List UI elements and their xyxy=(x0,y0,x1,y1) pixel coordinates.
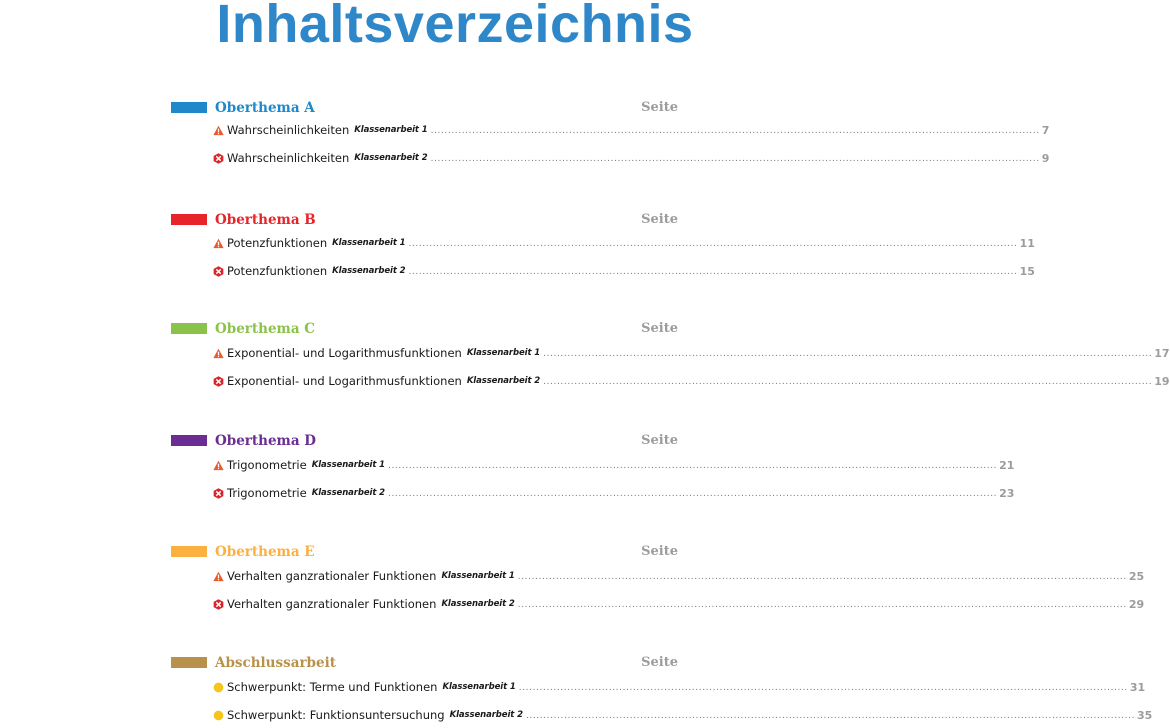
section-title: Oberthema D xyxy=(215,433,316,449)
page-number: 7 xyxy=(1041,123,1050,137)
section-color-bar xyxy=(171,657,207,668)
page-number: 17 xyxy=(1154,346,1170,360)
page-number: 23 xyxy=(999,486,1015,500)
red-shield-icon xyxy=(213,599,224,610)
seite-label: Seite xyxy=(641,544,678,559)
entry-title: Trigonometrie xyxy=(227,458,307,472)
klassenarbeit-label: Klassenarbeit 2 xyxy=(449,710,523,720)
entry-title: Potenzfunktionen xyxy=(227,264,328,278)
page-number: 19 xyxy=(1154,374,1170,388)
dot-leader: ................................................................................................................................................................................ xyxy=(517,600,1127,610)
warning-triangle-icon xyxy=(213,125,224,136)
entry-title: Trigonometrie xyxy=(227,486,307,500)
klassenarbeit-label: Klassenarbeit 2 xyxy=(311,488,386,498)
red-shield-icon xyxy=(213,488,224,499)
section-abschlussarbeit xyxy=(171,653,1153,722)
page-number: 21 xyxy=(999,458,1015,472)
warning-triangle-icon xyxy=(213,348,224,359)
toc-entry[interactable] xyxy=(213,596,1145,612)
section-color-bar xyxy=(171,214,207,225)
warning-triangle-icon xyxy=(213,460,224,471)
toc-entry[interactable] xyxy=(213,485,1015,501)
seite-label: Seite xyxy=(641,212,678,227)
toc-entry[interactable] xyxy=(213,263,1035,279)
red-shield-icon xyxy=(213,153,224,164)
page-number: 11 xyxy=(1019,236,1035,250)
toc-entry[interactable] xyxy=(213,122,1050,138)
entry-title: Verhalten ganzrationaler Funktionen xyxy=(227,569,437,583)
klassenarbeit-label: Klassenarbeit 1 xyxy=(354,125,428,135)
klassenarbeit-label: Klassenarbeit 2 xyxy=(441,599,515,609)
section-color-bar xyxy=(171,102,207,113)
page-number: 35 xyxy=(1137,708,1153,722)
toc-entry[interactable] xyxy=(213,679,1146,695)
klassenarbeit-label: Klassenarbeit 1 xyxy=(332,238,406,248)
klassenarbeit-label: Klassenarbeit 2 xyxy=(466,376,541,386)
page-title: Inhaltsverzeichnis xyxy=(216,0,694,54)
section-oberthema-c xyxy=(171,319,1170,388)
section-oberthema-a xyxy=(171,98,1050,165)
warning-triangle-icon xyxy=(213,571,224,582)
page-number: 31 xyxy=(1129,680,1146,694)
dot-leader: ................................................................................................................................................................................ xyxy=(388,489,998,499)
yellow-dot-icon xyxy=(213,710,224,721)
entry-title: Schwerpunkt: Terme und Funktionen xyxy=(227,680,438,694)
toc-entry[interactable] xyxy=(213,457,1015,473)
section-title: Abschlussarbeit xyxy=(215,655,336,671)
klassenarbeit-label: Klassenarbeit 2 xyxy=(332,266,406,276)
page-number: 25 xyxy=(1128,569,1145,583)
dot-leader: ................................................................................................................................................................................ xyxy=(525,711,1136,721)
dot-leader: ................................................................................................................................................................................ xyxy=(517,572,1127,582)
entry-title: Exponential- und Logarithmusfunktionen xyxy=(227,374,462,388)
section-title: Oberthema A xyxy=(215,100,315,116)
toc-entry[interactable] xyxy=(213,707,1153,723)
toc-entry[interactable] xyxy=(213,235,1035,251)
dot-leader: ................................................................................................................................................................................ xyxy=(408,239,1018,249)
page-number: 9 xyxy=(1041,151,1050,165)
section-color-bar xyxy=(171,435,207,446)
toc-entry[interactable] xyxy=(213,150,1050,166)
dot-leader: ................................................................................................................................................................................ xyxy=(430,126,1040,136)
dot-leader: ................................................................................................................................................................................ xyxy=(518,683,1128,693)
entry-title: Exponential- und Logarithmusfunktionen xyxy=(227,346,462,360)
entry-title: Verhalten ganzrationaler Funktionen xyxy=(227,597,437,611)
dot-leader: ................................................................................................................................................................................ xyxy=(430,154,1040,164)
page-number: 15 xyxy=(1019,264,1035,278)
section-color-bar xyxy=(171,323,207,334)
klassenarbeit-label: Klassenarbeit 1 xyxy=(442,682,516,692)
section-title: Oberthema E xyxy=(215,544,315,560)
entry-title: Wahrscheinlichkeiten xyxy=(227,151,350,165)
entry-title: Schwerpunkt: Funktionsuntersuchung xyxy=(227,708,445,722)
entry-title: Wahrscheinlichkeiten xyxy=(227,123,350,137)
seite-label: Seite xyxy=(641,321,678,336)
klassenarbeit-label: Klassenarbeit 1 xyxy=(466,348,541,358)
toc-entry[interactable] xyxy=(213,373,1170,389)
yellow-dot-icon xyxy=(213,682,224,693)
klassenarbeit-label: Klassenarbeit 1 xyxy=(311,460,386,470)
dot-leader: ................................................................................................................................................................................ xyxy=(388,461,998,471)
entry-title: Potenzfunktionen xyxy=(227,236,328,250)
section-oberthema-e xyxy=(171,542,1145,611)
section-title: Oberthema C xyxy=(215,321,316,337)
dot-leader: ................................................................................................................................................................................ xyxy=(543,377,1153,387)
toc-entry[interactable] xyxy=(213,568,1145,584)
klassenarbeit-label: Klassenarbeit 1 xyxy=(441,571,515,581)
seite-label: Seite xyxy=(641,100,678,115)
section-oberthema-d xyxy=(171,431,1015,500)
red-shield-icon xyxy=(213,376,224,387)
toc-entry[interactable] xyxy=(213,345,1170,361)
red-shield-icon xyxy=(213,266,224,277)
warning-triangle-icon xyxy=(213,238,224,249)
section-title: Oberthema B xyxy=(215,212,316,228)
page-number: 29 xyxy=(1128,597,1145,611)
dot-leader: ................................................................................................................................................................................ xyxy=(543,349,1153,359)
klassenarbeit-label: Klassenarbeit 2 xyxy=(354,153,428,163)
section-color-bar xyxy=(171,546,207,557)
dot-leader: ................................................................................................................................................................................ xyxy=(408,267,1018,277)
seite-label: Seite xyxy=(641,655,678,670)
seite-label: Seite xyxy=(641,433,678,448)
section-oberthema-b xyxy=(171,210,1035,278)
